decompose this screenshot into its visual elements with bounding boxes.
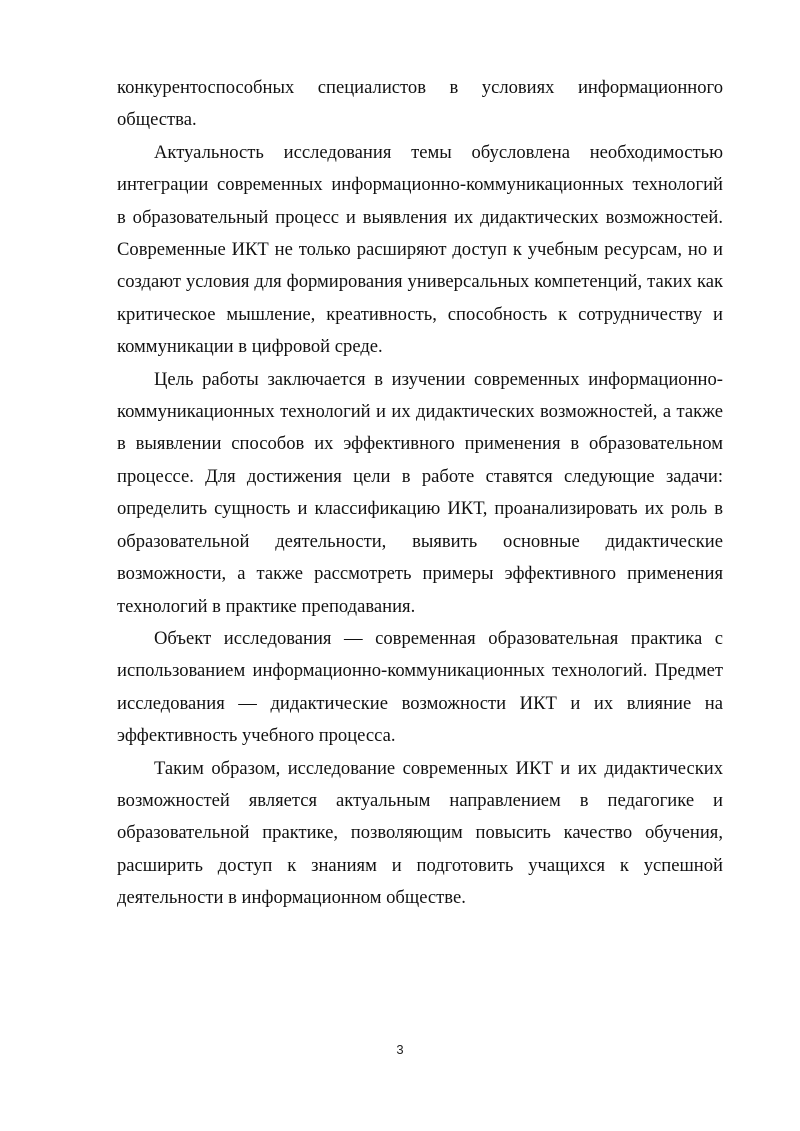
paragraph-conclusion: Таким образом, исследование современных ИКТ и их дидактических возможностей является актуальным направлением в педагогике и образовательной практике, позволяющим повысить качество обучения, расширить доступ к знаниям и подготовить учащихся к успешной деятельности в информационном обществе. [117,757,723,909]
paragraph-goal: Цель работы заключается в изучении современных информационно-коммуникационных технологий и их дидактических возможностей, а также в выявлении способов их эффективного применения в образовательном процессе. Для достижения цели в работе ставятся следующие задачи: определить сущность и классификацию ИКТ, проанализировать их роль в образовательной деятельности, выявить основные дидактические возможности, а также рассмотреть примеры эффективного применения технологий в практике преподавания. [117,368,723,617]
page-number: 3 [396,1042,404,1057]
body-text [117,72,723,915]
paragraph-object-subject: Объект исследования — современная образовательная практика с использованием информационно-коммуникационных технологий. Предмет исследования — дидактические возможности ИКТ и их влияние на эффективность учебного процесса. [117,627,723,747]
paragraph-relevance: Актуальность исследования темы обусловлена необходимостью интеграции современных информационно-коммуникационных технологий в образовательный процесс и выявления их дидактических возможностей. Современные ИКТ не только расширяют доступ к учебным ресурсам, но и создают условия для формирования универсальных компетенций, таких как критическое мышление, креативность, способность к сотрудничеству и коммуникации в цифровой среде. [117,141,723,358]
paragraph-continuation: конкурентоспособных специалистов в условиях информационного общества. [117,77,723,131]
